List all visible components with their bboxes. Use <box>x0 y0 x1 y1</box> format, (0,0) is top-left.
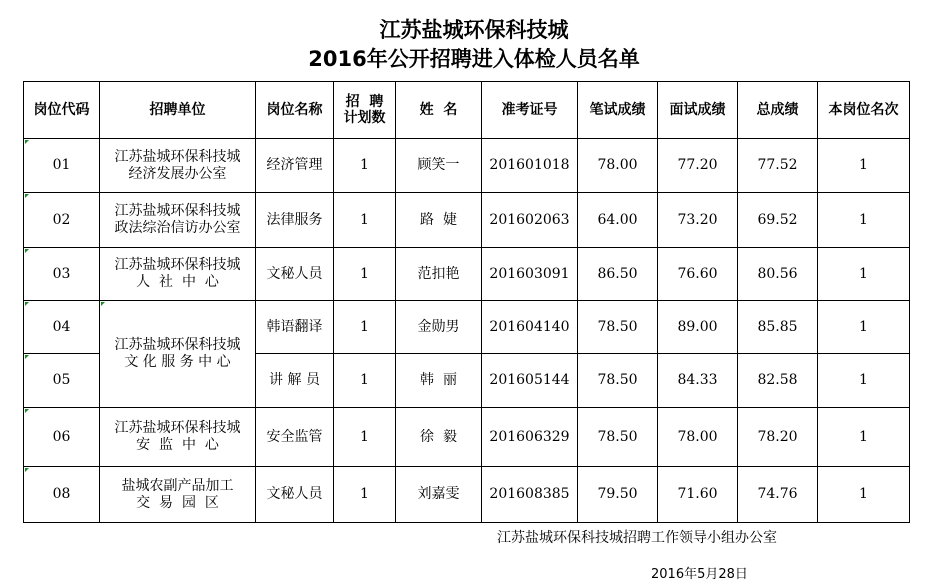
cell-code: 08 <box>24 467 100 523</box>
cell-rank: 1 <box>818 139 910 193</box>
cell-position: 法律服务 <box>256 193 334 248</box>
cell-unit <box>100 248 256 301</box>
cell-position: 文秘人员 <box>256 248 334 301</box>
header-written: 笔试成绩 <box>578 82 658 139</box>
cell-unit-line2: 安 监 中 心 <box>136 437 219 453</box>
cell-total: 77.52 <box>738 139 818 193</box>
cell-ticket: 201602063 <box>482 193 578 248</box>
header-total: 总成绩 <box>738 82 818 139</box>
cell-ticket: 201606329 <box>482 408 578 467</box>
cell-total: 74.76 <box>738 467 818 523</box>
document-subtitle: 2016年公开招聘进入体检人员名单 <box>308 47 640 71</box>
cell-unit-line1: 江苏盐城环保科技城 <box>114 203 241 219</box>
header-ticket: 准考证号 <box>482 82 578 139</box>
cell-interview: 84.33 <box>658 354 738 408</box>
cell-name: 金勋男 <box>396 301 482 354</box>
cell-rank: 1 <box>818 248 910 301</box>
cell-written: 78.50 <box>578 408 658 467</box>
cell-plan: 1 <box>334 248 396 301</box>
cell-name: 范扣艳 <box>396 248 482 301</box>
cell-position: 讲 解 员 <box>256 354 334 408</box>
cell-unit-line1: 江苏盐城环保科技城 <box>114 148 241 165</box>
table-row <box>24 193 910 248</box>
cell-ticket: 201604140 <box>482 301 578 354</box>
cell-unit <box>100 139 256 193</box>
cell-interview: 71.60 <box>658 467 738 523</box>
document-title: 江苏盐城环保科技城 <box>379 18 569 42</box>
table-row <box>24 139 910 193</box>
cell-ticket: 201601018 <box>482 139 578 193</box>
cell-code: 01 <box>24 139 100 193</box>
cell-total: 82.58 <box>738 354 818 408</box>
cell-position: 经济管理 <box>256 139 334 193</box>
header-plan <box>334 82 396 139</box>
cell-unit-line2: 政法综治信访办公室 <box>114 220 241 236</box>
cell-plan: 1 <box>334 139 396 193</box>
issue-date: 2016年5月28日 <box>651 567 748 582</box>
cell-plan: 1 <box>334 301 396 354</box>
cell-name: 顾笑一 <box>396 139 482 193</box>
cell-written: 78.50 <box>578 301 658 354</box>
cell-unit-line1: 江苏盐城环保科技城 <box>114 257 241 273</box>
header-code: 岗位代码 <box>24 82 100 139</box>
cell-written: 64.00 <box>578 193 658 248</box>
cell-unit <box>100 408 256 467</box>
cell-ticket: 201605144 <box>482 354 578 408</box>
cell-total: 80.56 <box>738 248 818 301</box>
cell-code: 02 <box>24 193 100 248</box>
header-unit: 招聘单位 <box>100 82 256 139</box>
cell-plan: 1 <box>334 408 396 467</box>
cell-interview: 76.60 <box>658 248 738 301</box>
cell-unit-line2: 经济发展办公室 <box>128 165 227 182</box>
cell-position: 韩语翻译 <box>256 301 334 354</box>
cell-rank: 1 <box>818 408 910 467</box>
cell-written: 78.00 <box>578 139 658 193</box>
cell-code: 06 <box>24 408 100 467</box>
header-plan-line2: 计划数 <box>343 110 386 126</box>
cell-name: 刘嘉雯 <box>396 467 482 523</box>
cell-interview: 78.00 <box>658 408 738 467</box>
cell-code: 04 <box>24 301 100 354</box>
cell-unit-line1: 盐城农副产品加工 <box>121 477 234 494</box>
cell-plan: 1 <box>334 193 396 248</box>
cell-written: 78.50 <box>578 354 658 408</box>
cell-unit-line2: 文 化 服 务 中 心 <box>124 354 231 370</box>
cell-unit-line1: 江苏盐城环保科技城 <box>114 420 241 436</box>
cell-position: 文秘人员 <box>256 467 334 523</box>
table-row <box>24 408 910 467</box>
header-interview: 面试成绩 <box>658 82 738 139</box>
cell-total: 69.52 <box>738 193 818 248</box>
cell-rank: 1 <box>818 193 910 248</box>
cell-unit-line1: 江苏盐城环保科技城 <box>114 337 241 353</box>
cell-unit-line2: 交 易 园 区 <box>136 494 219 511</box>
table-row <box>24 301 910 354</box>
cell-ticket: 201608385 <box>482 467 578 523</box>
cell-written: 86.50 <box>578 248 658 301</box>
cell-code: 05 <box>24 354 100 408</box>
cell-position: 安全监管 <box>256 408 334 467</box>
table-row <box>24 248 910 301</box>
cell-name: 徐 毅 <box>396 408 482 467</box>
cell-name: 韩 丽 <box>396 354 482 408</box>
cell-unit <box>100 193 256 248</box>
header-rank: 本岗位名次 <box>818 82 910 139</box>
cell-interview: 77.20 <box>658 139 738 193</box>
cell-rank: 1 <box>818 301 910 354</box>
cell-unit-line2: 人 社 中 心 <box>136 274 219 290</box>
cell-ticket: 201603091 <box>482 248 578 301</box>
cell-plan: 1 <box>334 467 396 523</box>
cell-unit <box>100 301 256 408</box>
cell-rank: 1 <box>818 467 910 523</box>
table-row <box>24 467 910 523</box>
candidates-table <box>23 81 910 523</box>
issuing-office: 江苏盐城环保科技城招聘工作领导小组办公室 <box>497 530 777 546</box>
cell-plan: 1 <box>334 354 396 408</box>
cell-rank: 1 <box>818 354 910 408</box>
header-row <box>24 82 910 139</box>
header-plan-line1: 招 聘 <box>345 94 384 110</box>
cell-total: 78.20 <box>738 408 818 467</box>
cell-total: 85.85 <box>738 301 818 354</box>
cell-interview: 73.20 <box>658 193 738 248</box>
header-name: 姓 名 <box>396 82 482 139</box>
cell-written: 79.50 <box>578 467 658 523</box>
cell-interview: 89.00 <box>658 301 738 354</box>
cell-unit <box>100 467 256 523</box>
header-position: 岗位名称 <box>256 82 334 139</box>
cell-name: 路 婕 <box>396 193 482 248</box>
cell-code: 03 <box>24 248 100 301</box>
